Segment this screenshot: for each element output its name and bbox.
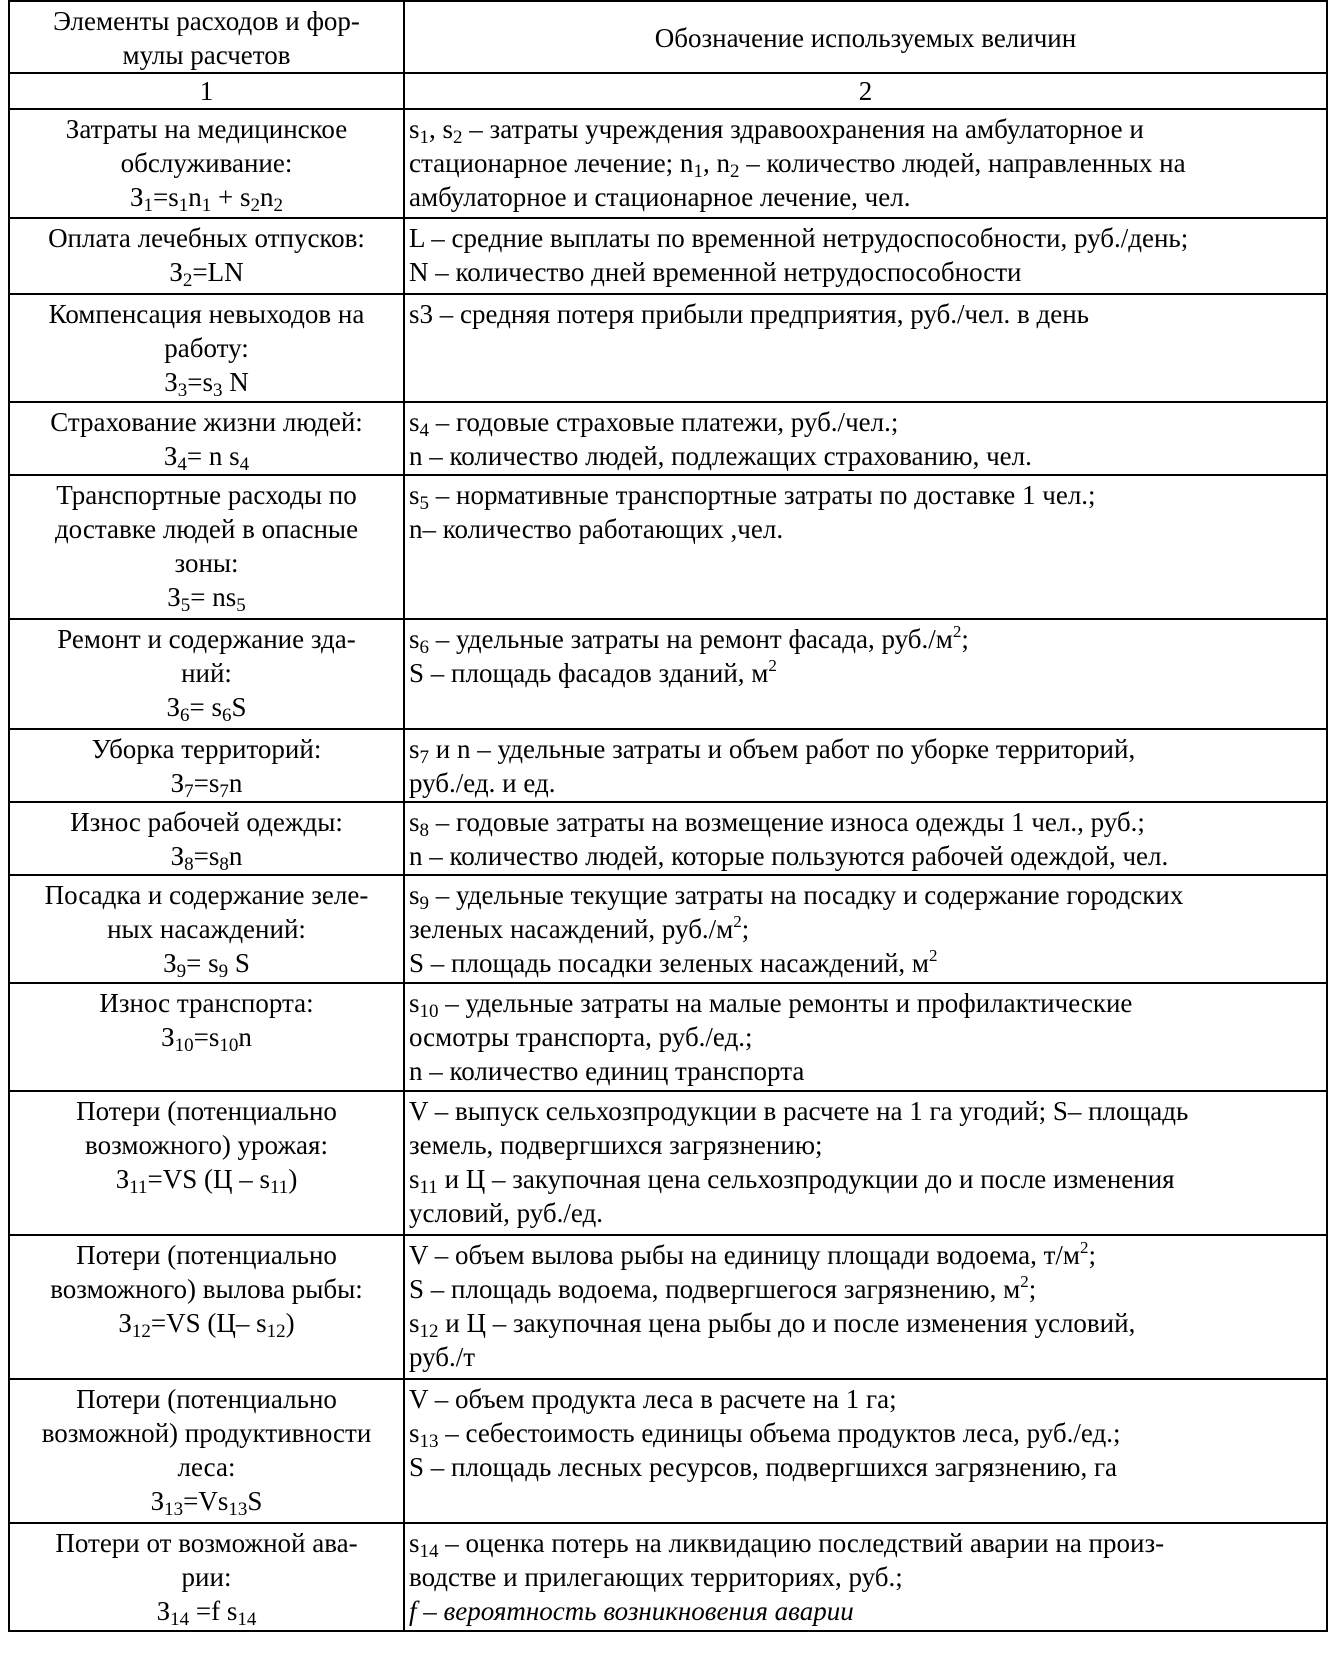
cost-element-name-line: Транспортные расходы по — [56, 480, 357, 510]
cost-element-cell — [9, 875, 404, 983]
variable-description-line: V – выпуск сельхозпродукции в расчете на 1 га угодий; S– площадь — [409, 1096, 1189, 1126]
variable-description-line: $s_{10}$ – удельные затраты на малые ремонты и профилактические — [409, 988, 1133, 1022]
variables-description-cell — [404, 1523, 1327, 1631]
document-page — [8, 0, 1326, 1650]
variable-description-line: V – объем вылова рыбы на единицу площади водоема, $т/м^2$; — [409, 1238, 1096, 1270]
cost-formula: $З_4= n$ $s_4$ — [163, 441, 250, 475]
column-number-1: 1 — [9, 73, 404, 109]
table-row — [9, 1523, 1327, 1631]
variable-description-line: $s_{11}$ и Ц – закупочная цена сельхозпродукции до и после изменения — [409, 1164, 1175, 1198]
cost-element-cell — [9, 1523, 404, 1631]
cost-formula: $З_2=LN$ — [169, 257, 244, 291]
cost-element-cell — [9, 729, 404, 802]
cost-formula: $З_6= s_6S$ — [166, 692, 247, 726]
cost-element-cell — [9, 475, 404, 619]
table-row — [9, 475, 1327, 619]
cost-element-cell — [9, 1091, 404, 1235]
table-row — [9, 619, 1327, 729]
cost-element-name-line: Износ транспорта: — [99, 988, 314, 1018]
table-row — [9, 402, 1327, 475]
table-row — [9, 802, 1327, 875]
cost-element-name-line: Потери (потенциально — [76, 1240, 337, 1270]
cost-element-name-line: возможного) вылова рыбы: — [50, 1274, 363, 1304]
variables-description-cell — [404, 983, 1327, 1091]
variables-description-cell — [404, 475, 1327, 619]
cost-formula: $З_5= ns_5$ — [167, 582, 246, 616]
variable-description-line: руб./т — [409, 1342, 476, 1372]
table-row — [9, 729, 1327, 802]
cost-formula: $З_7=s_7n$ — [170, 768, 243, 802]
variables-description-cell — [404, 218, 1327, 294]
cost-element-name-line: Оплата лечебных отпусков: — [48, 223, 365, 253]
cost-element-name-line: возможного) урожая: — [85, 1130, 328, 1160]
table-row — [9, 218, 1327, 294]
cost-formula: $З_{12}=VS$ (Ц– $s_{12}$) — [118, 1308, 295, 1342]
variable-description-line: руб./ед. и ед. — [409, 768, 556, 798]
cost-element-name-line: Потери (потенциально — [76, 1096, 337, 1126]
cost-element-name-line: Потери (потенциально — [76, 1384, 337, 1414]
cost-formula: $З_{11}=VS$ $(Ц - s_{11})$ — [115, 1164, 298, 1198]
variable-description-line: стационарное лечение; $n_1$, $n_2$ – количество людей, направленных на — [409, 148, 1186, 182]
cost-element-cell — [9, 983, 404, 1091]
variables-description-cell — [404, 1379, 1327, 1523]
variable-description-line: S – площадь водоема, подвергшегося загрязнению, $м^2$; — [409, 1272, 1037, 1304]
variable-description-line: условий, руб./ед. — [409, 1198, 603, 1228]
variables-description-cell — [404, 109, 1327, 218]
cost-element-name-line: работу: — [164, 333, 249, 363]
variables-description-cell — [404, 802, 1327, 875]
cost-element-name-line: Страхование жизни людей: — [50, 407, 363, 437]
variables-description-cell — [404, 729, 1327, 802]
cost-element-name-line: Ремонт и содержание зда- — [57, 624, 356, 654]
variables-description-cell — [404, 1235, 1327, 1379]
cost-formula: $З_{14} =f$ $s_{14}$ — [156, 1596, 257, 1630]
variables-description-cell — [404, 875, 1327, 983]
variables-description-cell — [404, 1091, 1327, 1235]
table-row — [9, 294, 1327, 402]
cost-formula: $З_{13}=Vs_{13}S$ — [150, 1486, 263, 1520]
cost-elements-table — [8, 0, 1328, 1632]
variable-description-line: S – площадь фасадов зданий, $м^2$ — [409, 656, 777, 688]
variable-description-line: осмотры транспорта, руб./ед.; — [409, 1022, 753, 1052]
variable-description-line: $s_{13}$ – себестоимость единицы объема продуктов леса, руб./ед.; — [409, 1418, 1121, 1452]
cost-element-name-line: ний: — [181, 658, 232, 688]
variable-description-line: $s_1$, $s_2$ – затраты учреждения здравоохранения на амбулаторное и — [409, 114, 1144, 148]
table-row — [9, 109, 1327, 218]
variable-description-line: $s_9$ – удельные текущие затраты на посадку и содержание городских — [409, 880, 1184, 914]
variable-description-line: $s_{14}$ – оценка потерь на ликвидацию последствий аварии на произ- — [409, 1528, 1165, 1562]
cost-element-name-line: Компенсация невыходов на — [48, 299, 365, 329]
table-row — [9, 875, 1327, 983]
variable-description-line: водстве и прилегающих территориях, руб.; — [409, 1562, 903, 1592]
cost-element-name-line: Посадка и содержание зеле- — [44, 880, 369, 910]
variable-description-line: V – объем продукта леса в расчете на 1 га; — [409, 1384, 897, 1414]
column-number-2: 2 — [404, 73, 1327, 109]
cost-element-cell — [9, 402, 404, 475]
variable-description-line: $s_5$ – нормативные транспортные затраты по доставке 1 чел.; — [409, 480, 1096, 514]
column-number-row — [9, 73, 1327, 109]
cost-element-name-line: рии: — [181, 1562, 232, 1592]
variable-description-line: n – количество людей, подлежащих страхованию, чел. — [409, 441, 1032, 471]
variable-description-line: f – вероятность возникновения аварии — [409, 1596, 854, 1626]
cost-element-name-line: Износ рабочей одежды: — [70, 807, 343, 837]
cost-element-name-line: ных насаждений: — [107, 914, 306, 944]
cost-element-cell — [9, 619, 404, 729]
variables-description-cell — [404, 402, 1327, 475]
variables-description-cell — [404, 294, 1327, 402]
variable-description-line: $s_4$ – годовые страховые платежи, руб./чел.; — [409, 407, 899, 441]
variable-description-line: n – количество людей, которые пользуются рабочей одеждой, чел. — [409, 841, 1169, 871]
cost-element-name-line: возможной) продуктивности — [41, 1418, 372, 1448]
cost-element-cell — [9, 109, 404, 218]
variable-description-line: N – количество дней временной нетрудоспособности — [409, 257, 1022, 287]
table-row — [9, 1235, 1327, 1379]
cost-element-name-line: Уборка территорий: — [91, 734, 322, 764]
variable-description-line: S – площадь лесных ресурсов, подвергшихся загрязнению, га — [409, 1452, 1118, 1482]
cost-element-cell — [9, 1235, 404, 1379]
cost-element-cell — [9, 294, 404, 402]
cost-element-name-line: Потери от возможной ава- — [55, 1528, 358, 1558]
variable-description-line: S – площадь посадки зеленых насаждений, $м^2$ — [409, 946, 938, 978]
cost-element-name-line: доставке людей в опасные — [54, 514, 359, 544]
variable-description-line: $s_7$ и n – удельные затраты и объем работ по уборке территорий, — [409, 734, 1136, 768]
variable-description-line: n – количество единиц транспорта — [409, 1056, 805, 1086]
variable-description-line: $s_6$ – удельные затраты на ремонт фасада, $руб./м^2$; — [409, 622, 969, 658]
cost-element-cell — [9, 218, 404, 294]
variable-description-line: $s_{12}$ и Ц – закупочная цена рыбы до и после изменения условий, — [409, 1308, 1136, 1342]
table-row — [9, 1379, 1327, 1523]
header-col2: Обозначение используемых величин — [404, 1, 1327, 73]
cost-element-cell — [9, 1379, 404, 1523]
variable-description-line: $s_8$ – годовые затраты на возмещение износа одежды 1 чел., руб.; — [409, 807, 1145, 841]
variable-description-line: L – средние выплаты по временной нетрудоспособности, руб./день; — [409, 223, 1189, 253]
cost-element-name-line: Затраты на медицинское — [65, 114, 348, 144]
variable-description-line: земель, подвергшихся загрязнению; — [409, 1130, 823, 1160]
variable-description-line: амбулаторное и стационарное лечение, чел. — [409, 182, 911, 212]
cost-element-name-line: леса: — [177, 1452, 236, 1482]
variable-description-line: зеленых насаждений, $руб./м^2$; — [409, 912, 750, 944]
cost-formula: $З_{10}=s_{10}n$ — [161, 1022, 252, 1056]
variables-description-cell — [404, 619, 1327, 729]
header-col1-line: мулы расчетов — [122, 40, 291, 70]
table-row — [9, 1091, 1327, 1235]
cost-formula: $З_3=s_3$ N — [164, 367, 249, 401]
variable-description-line: n– количество работающих ,чел. — [409, 514, 784, 544]
cost-element-cell — [9, 802, 404, 875]
cost-formula: $З_1=s_1n_1 + s_2n_2$ — [130, 182, 283, 216]
header-col1-line: Элементы расходов и фор- — [53, 6, 360, 36]
cost-formula: $З_9= s_9$ S — [163, 948, 250, 982]
cost-element-name-line: зоны: — [174, 548, 239, 578]
cost-element-name-line: обслуживание: — [120, 148, 293, 178]
cost-formula: $З_8=s_8n$ — [170, 841, 243, 875]
table-row — [9, 983, 1327, 1091]
variable-description-line: s3 – средняя потеря прибыли предприятия, руб./чел. в день — [409, 299, 1089, 329]
header-col1 — [9, 1, 404, 73]
table-header-row — [9, 1, 1327, 73]
